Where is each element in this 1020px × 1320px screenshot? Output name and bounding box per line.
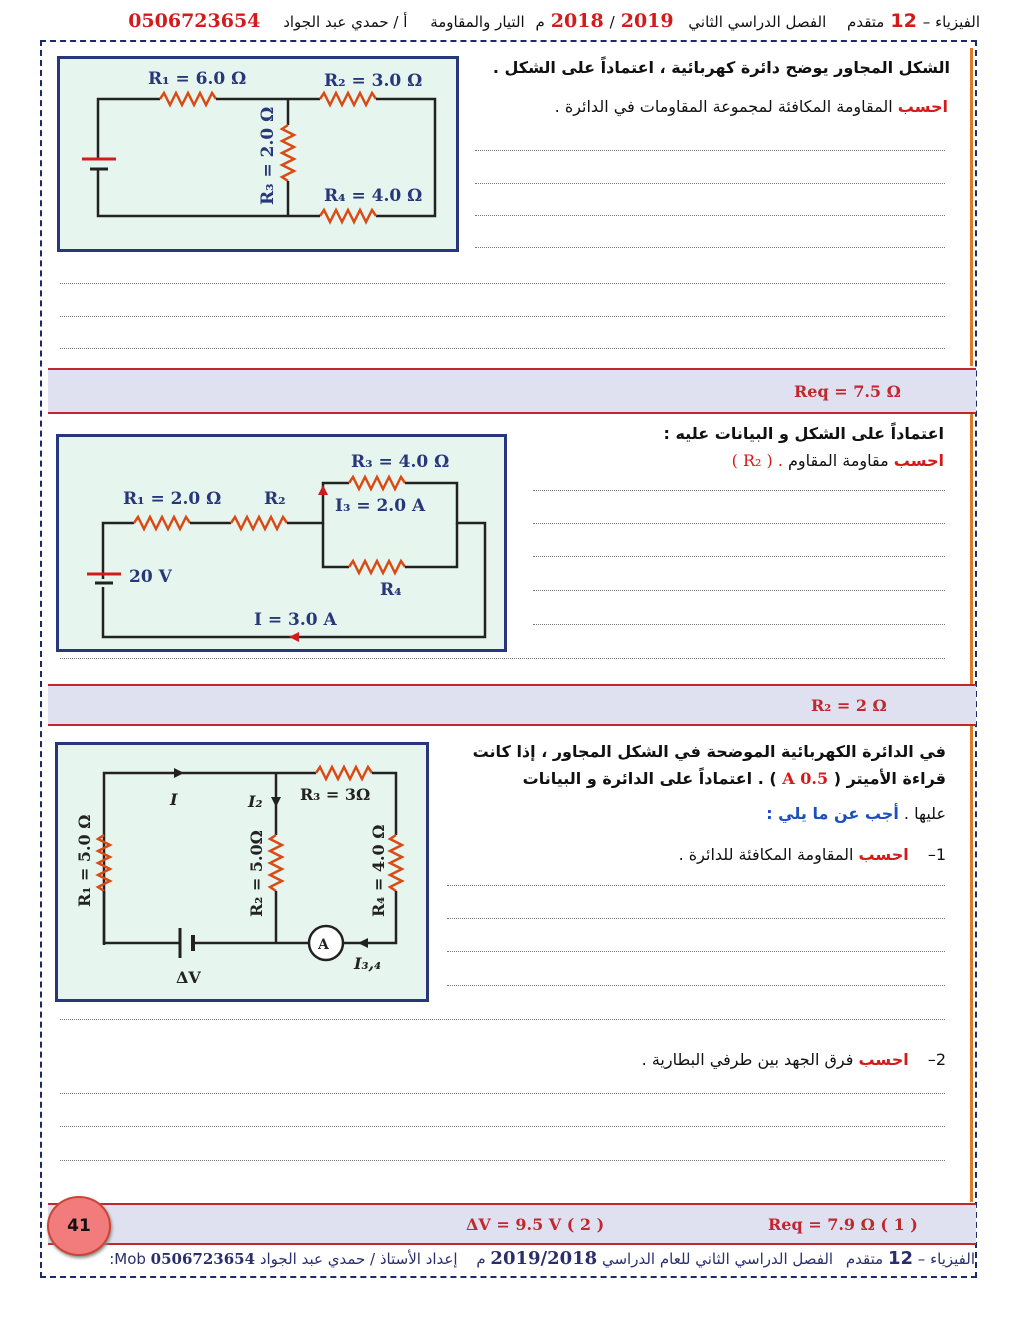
side-rule	[970, 48, 973, 366]
resistor-r2	[231, 517, 287, 529]
answer-line	[475, 247, 945, 248]
q3-s3b: أجب عن ما يلي :	[766, 804, 899, 823]
answer-line	[447, 951, 945, 952]
answer-band-3	[48, 1203, 976, 1245]
answer-band-2	[48, 684, 976, 726]
footer-era: م	[476, 1250, 486, 1268]
answer-band-1	[48, 368, 976, 414]
q3-p1-num: 1–	[927, 845, 946, 864]
header-term: الفصل الدراسي الثاني	[688, 13, 827, 31]
q3-ammeter-reading: 0.5 A	[782, 769, 829, 788]
resistor-r2	[270, 835, 282, 891]
resistor-r1	[160, 93, 216, 105]
q3-statement-1: في الدائرة الكهربائية الموضحة في الشكل المجاور ، إذا كانت	[472, 742, 946, 761]
q3-s2c: ) . اعتماداً على الدائرة و البيانات	[522, 769, 777, 788]
header-unit: التيار والمقاومة	[430, 13, 525, 31]
q1-statement: الشكل المجاور يوضح دائرة كهربائية ، اعتماداً على الشكل .	[492, 58, 950, 77]
q3-statement-2	[440, 769, 946, 788]
q3-statement-3	[440, 804, 946, 823]
q3-p1-keyword: احسب	[858, 845, 909, 864]
label-r4: R₄ = 4.0 Ω	[369, 824, 388, 917]
q1-task-text: المقاومة المكافئة لمجموعة المقاومات في الدائرة .	[554, 97, 893, 116]
answer-line	[533, 556, 945, 557]
answer-line	[533, 590, 945, 591]
resistor-r3	[282, 125, 294, 181]
label-r3: R₃ = 4.0 Ω	[351, 452, 450, 472]
q3-answer-2: ΔV = 9.5 V ( 2 )	[466, 1215, 605, 1234]
header-year1: 2018	[550, 10, 604, 32]
resistor-r1	[134, 517, 190, 529]
q2-keyword: احسب	[893, 451, 944, 470]
side-rule	[970, 724, 973, 1202]
answer-line	[60, 283, 945, 284]
footer-grade: 12	[887, 1248, 914, 1269]
header-era: م	[535, 13, 545, 31]
footer-grade-word: متقدم	[845, 1250, 884, 1268]
header-sep: /	[609, 13, 615, 31]
label-r2: R₂	[264, 489, 286, 509]
label-r1: R₁ = 5.0 Ω	[75, 814, 94, 907]
label-r2: R₂ = 3.0 Ω	[324, 71, 423, 91]
footer-year: 2019/2018	[490, 1248, 598, 1269]
answer-line	[60, 348, 945, 349]
header-grade: 12	[890, 10, 917, 32]
q3-s2a: قراءة الأميتر (	[833, 769, 946, 788]
header-teacher: أ / حمدي عبد الجواد	[283, 13, 408, 31]
resistor-r3	[349, 477, 405, 489]
q1-task	[470, 97, 948, 116]
answer-line	[60, 1019, 945, 1020]
footer-prep: إعداد الأستاذ / حمدي عبد الجواد	[259, 1250, 458, 1268]
current-arrow	[318, 485, 328, 495]
q2-task-text: مقاومة المقاوم	[788, 451, 889, 470]
header-phone: 0506723654	[128, 10, 261, 32]
footer-phone: 0506723654	[150, 1250, 256, 1268]
circuit-figure-1	[57, 56, 459, 252]
label-i: I	[170, 790, 178, 809]
footer-term: الفصل الدراسي الثاني للعام الدراسي	[601, 1250, 834, 1268]
resistor-r4	[390, 835, 402, 891]
answer-line	[533, 523, 945, 524]
q2-answer: R₂ = 2 Ω	[811, 696, 887, 715]
q2-statement: اعتماداً على الشكل و البيانات عليه :	[663, 424, 944, 443]
label-r1: R₁ = 6.0 Ω	[148, 69, 247, 89]
answer-line	[447, 985, 945, 986]
side-rule	[970, 412, 973, 684]
answer-line	[475, 215, 945, 216]
q2-symbol: ( R₂ ) .	[731, 451, 783, 470]
current-arrow	[289, 632, 299, 642]
q3-p2-keyword: احسب	[858, 1050, 909, 1069]
answer-line	[475, 150, 945, 151]
resistor-r2	[320, 93, 376, 105]
label-r3: R₃ = 3Ω	[300, 785, 371, 804]
current-arrow	[174, 768, 184, 778]
header-year2: 2019	[620, 10, 674, 32]
resistor-r4	[349, 561, 405, 573]
q1-answer: Req = 7.5 Ω	[794, 382, 901, 401]
label-r1: R₁ = 2.0 Ω	[123, 489, 222, 509]
label-r4: R₄ = 4.0 Ω	[324, 186, 423, 206]
label-i: I = 3.0 A	[254, 610, 337, 630]
current-arrow	[358, 938, 368, 948]
answer-line	[60, 316, 945, 317]
q1-keyword: احسب	[897, 97, 948, 116]
q3-p2-num: 2–	[927, 1050, 946, 1069]
resistor-r4	[320, 210, 376, 222]
footer-mob-label: Mob:	[109, 1250, 146, 1268]
page-number: 41	[47, 1196, 111, 1256]
answer-line	[60, 1160, 945, 1161]
label-dv: ΔV	[176, 968, 201, 987]
q3-p1-text: المقاومة المكافئة للدائرة .	[678, 845, 854, 864]
label-i34: I₃,₄	[354, 954, 382, 973]
answer-line	[447, 885, 945, 886]
circuit-figure-3	[55, 742, 429, 1002]
label-r2: R₂ = 5.0Ω	[247, 830, 266, 917]
label-r4: R₄	[380, 580, 402, 600]
ammeter-label: A	[318, 937, 329, 953]
q3-p2-text: فرق الجهد بين طرفي البطارية .	[641, 1050, 854, 1069]
answer-line	[60, 1126, 945, 1127]
circuit-figure-2	[56, 434, 507, 652]
answer-line	[533, 490, 945, 491]
q2-task	[530, 451, 944, 470]
answer-line	[60, 658, 945, 659]
answer-line	[475, 183, 945, 184]
footer-subject: الفيزياء –	[917, 1250, 975, 1268]
header-grade-word: متقدم	[847, 13, 885, 31]
answer-line	[447, 918, 945, 919]
q3-part-1	[440, 845, 946, 864]
label-r3: R₃ = 2.0 Ω	[258, 106, 278, 205]
label-i2: I₂	[248, 792, 263, 811]
page-footer	[75, 1248, 975, 1269]
current-arrow	[271, 797, 281, 807]
answer-line	[60, 1093, 945, 1094]
answer-line	[533, 624, 945, 625]
q3-s3a: عليها .	[903, 804, 946, 823]
resistor-r3	[316, 767, 372, 779]
q3-answer-1: Req = 7.9 Ω ( 1 )	[768, 1215, 918, 1234]
page-header	[90, 10, 980, 40]
label-i3: I₃ = 2.0 A	[335, 496, 426, 516]
header-subject: الفيزياء –	[922, 13, 980, 31]
q3-part-2	[440, 1050, 946, 1069]
label-v: 20 V	[129, 567, 172, 587]
